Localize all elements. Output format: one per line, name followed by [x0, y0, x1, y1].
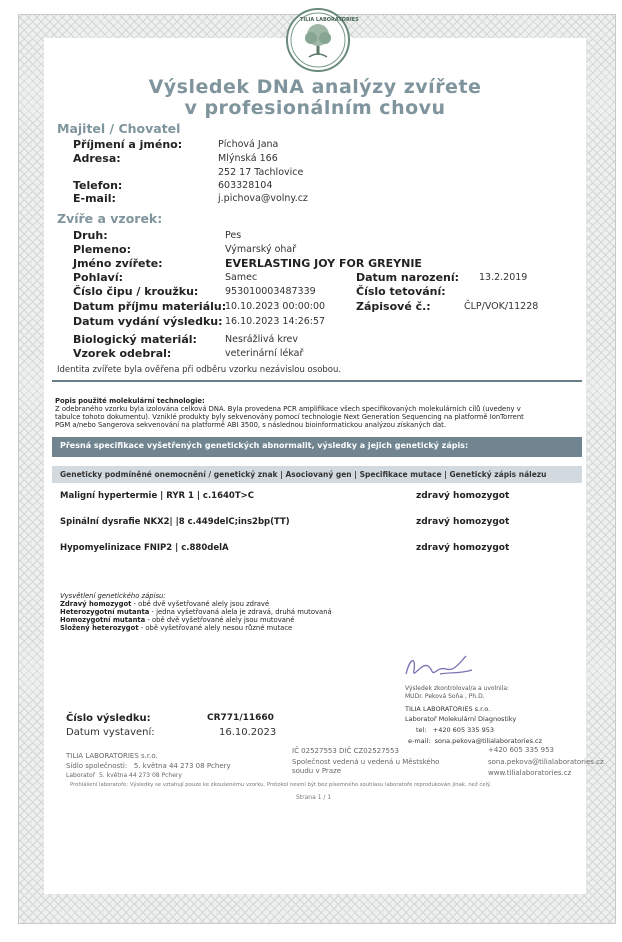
- footer-email: sona.pekova@tilialaboratories.cz: [488, 758, 604, 766]
- checked-by-label: Výsledek zkontroloval/a a uvolnila:: [405, 685, 510, 692]
- owner-phone-value: 603328104: [218, 180, 273, 191]
- footer-disclaimer: Prohlášení laboratoře: Výsledky se vztahují pouze ke zkoušenému vzorku. Protokol nesmí být bez písemného souhlasu laboratoře reprodukován jinak, než celý.: [70, 782, 492, 788]
- signature-email: [408, 737, 542, 745]
- footer-page-number: Strana 1 / 1: [296, 794, 332, 801]
- owner-email-label: E-mail:: [73, 192, 116, 205]
- legend-term: Heterozygotní mutanta: [60, 608, 150, 616]
- chip-label: Číslo čipu / kroužku:: [73, 285, 199, 298]
- issued-date-value: 16.10.2023 14:26:57: [225, 316, 326, 327]
- chip-value: 953010003487339: [225, 286, 316, 297]
- species-value: Pes: [225, 230, 242, 241]
- owner-email-value: j.pichova@volny.cz: [218, 193, 308, 204]
- owner-address-label: Adresa:: [73, 152, 121, 165]
- footer-company: TILIA LABORATORIES s.r.o.: [66, 752, 158, 760]
- material-value: Nesrážlivá krev: [225, 334, 299, 345]
- result-row-2-test: Spinální dysrafie NKX2| |8 c.449delC;ins2bp(TT): [60, 517, 290, 527]
- material-label: Biologický materiál:: [73, 333, 197, 346]
- breed-label: Plemeno:: [73, 243, 132, 256]
- method-line3: PGM a/nebo Sangerova sekvenování na platformě ABI 3500, s následnou bioinformatickou analýzou získaných dat.: [55, 421, 447, 429]
- owner-name-value: Píchová Jana: [218, 139, 279, 150]
- tel-label: tel:: [416, 726, 427, 734]
- issued-date-label: Datum vydání výsledku:: [73, 315, 223, 328]
- lab-value: 5. května 44 273 08 Pchery: [98, 772, 182, 779]
- collected-by-label: Vzorek odebral:: [73, 347, 172, 360]
- seat-value: 5. května 44 273 08 Pchery: [133, 762, 231, 770]
- footer-registry-line1: Společnost vedená u vedená u Městského: [292, 758, 440, 766]
- legend-item: [60, 600, 269, 608]
- footer-ic: IČ 02527553 DIČ CZ02527553: [292, 747, 399, 755]
- legend-desc: - obě vyšetřované alely nesou různé mutace: [138, 624, 293, 632]
- collected-by-value: veterinární lékař: [225, 348, 304, 359]
- signature-lab-name: TILIA LABORATORIES s.r.o.: [405, 705, 491, 713]
- legend-desc: - obě dvě vyšetřované alely jsou mutované: [145, 616, 295, 624]
- studbook-value: ČLP/VOK/11228: [464, 301, 539, 312]
- tel-value: +420 605 335 953: [432, 726, 495, 734]
- owner-section-title: Majitel / Chovatel: [57, 121, 181, 136]
- method-line1: Z odebraného vzorku byla izolována celková DNA. Byla provedena PCR amplifikace všech specifikovaných molekulárních cílů (uvedeny v: [55, 405, 521, 413]
- issue-date-value: 16.10.2023: [219, 727, 277, 738]
- method-line2: tabulce tohoto dokumentu). Vzniklé produkty byly sekvenovány pomocí technologie Next Generation Sequencing na platformě IonTorrent: [55, 413, 524, 421]
- birth-date-label: Datum narození:: [356, 271, 460, 284]
- footer-seat: [66, 762, 231, 770]
- species-label: Druh:: [73, 229, 108, 242]
- legend-desc: - obě dvě vyšetřované alely jsou zdravé: [131, 600, 270, 608]
- result-number-label: Číslo výsledku:: [66, 713, 151, 724]
- legend-item: [60, 608, 332, 616]
- section-divider: [52, 380, 582, 382]
- animal-section-title: Zvíře a vzorek:: [57, 211, 163, 226]
- issue-date-label: Datum vystavení:: [66, 727, 155, 738]
- owner-name-label: Příjmení a jméno:: [73, 138, 183, 151]
- legend-item: [60, 624, 292, 632]
- legend-title: Vysvětlení genetického zápisu:: [60, 592, 166, 600]
- checked-by-name: MUDr. Peková Soňa , Ph.D.: [405, 693, 485, 700]
- result-row-1-value: zdravý homozygot: [416, 491, 510, 501]
- received-date-value: 10.10.2023 00:00:00: [225, 301, 326, 312]
- seat-label: Sídlo společnosti:: [66, 762, 128, 770]
- tattoo-label: Číslo tetování:: [356, 285, 446, 298]
- identity-note: Identita zvířete byla ověřena při odběru vzorku nezávislou osobou.: [57, 365, 342, 375]
- legend-term: Homozygotní mutanta: [60, 616, 146, 624]
- received-date-label: Datum příjmu materiálu:: [73, 300, 227, 313]
- sex-label: Pohlaví:: [73, 271, 123, 284]
- legend-term: Složený heterozygot: [60, 624, 139, 632]
- document-title-line2: v profesionálním chovu: [184, 97, 446, 119]
- legend-term: Zdravý homozygot: [60, 600, 132, 608]
- animal-name-value: EVERLASTING JOY FOR GREYNIE: [225, 257, 422, 270]
- email-value: sona.pekova@tilialaboratories.cz: [434, 737, 543, 745]
- owner-address-line1: Mlýnská 166: [218, 153, 278, 164]
- owner-address-line2: 252 17 Tachlovice: [218, 167, 304, 178]
- legend-item: [60, 616, 294, 624]
- signature-tel: [416, 726, 494, 734]
- logo-text: TILIA LABORATORIES: [300, 17, 359, 23]
- footer-phone: +420 605 335 953: [488, 746, 554, 754]
- email-label: e-mail:: [408, 737, 431, 745]
- legend-desc: - jedna vyšetřovaná alela je zdravá, druhá mutovaná: [149, 608, 332, 616]
- result-row-2-value: zdravý homozygot: [416, 517, 510, 527]
- footer-registry-line2: soudu v Praze: [292, 767, 342, 775]
- signature-scribble: [400, 652, 480, 684]
- studbook-label: Zápisové č.:: [356, 300, 431, 313]
- signature-lab-dept: Laboratoř Molekulární Diagnostiky: [405, 715, 517, 723]
- footer-web: www.tilialaboratories.cz: [488, 769, 572, 777]
- result-number-value: CR771/11660: [207, 713, 274, 723]
- birth-date-value: 13.2.2019: [479, 272, 528, 283]
- lab-label: Laboratoř: [66, 772, 96, 779]
- document-title-line1: Výsledek DNA analýzy zvířete: [148, 76, 482, 98]
- method-title: Popis použité molekulární technologie:: [55, 397, 205, 405]
- result-row-3-value: zdravý homozygot: [416, 543, 510, 553]
- footer-lab: [66, 772, 182, 779]
- owner-phone-label: Telefon:: [73, 179, 123, 192]
- result-row-1-test: Maligní hypertermie | RYR 1 | c.1640T>C: [60, 491, 255, 501]
- animal-name-label: Jméno zvířete:: [73, 257, 163, 270]
- result-row-3-test: Hypomyelinizace FNIP2 | c.880delA: [60, 543, 229, 553]
- breed-value: Výmarský ohař: [225, 244, 297, 255]
- results-column-header: Geneticky podmíněné onemocnění / genetický znak | Asociovaný gen | Specifikace mutace | Genetický zápis nálezu: [52, 466, 582, 483]
- results-header-bar: Přesná specifikace vyšetřených genetických abnormalit, výsledky a jejich genetický zápis:: [52, 437, 582, 457]
- sex-value: Samec: [225, 272, 258, 283]
